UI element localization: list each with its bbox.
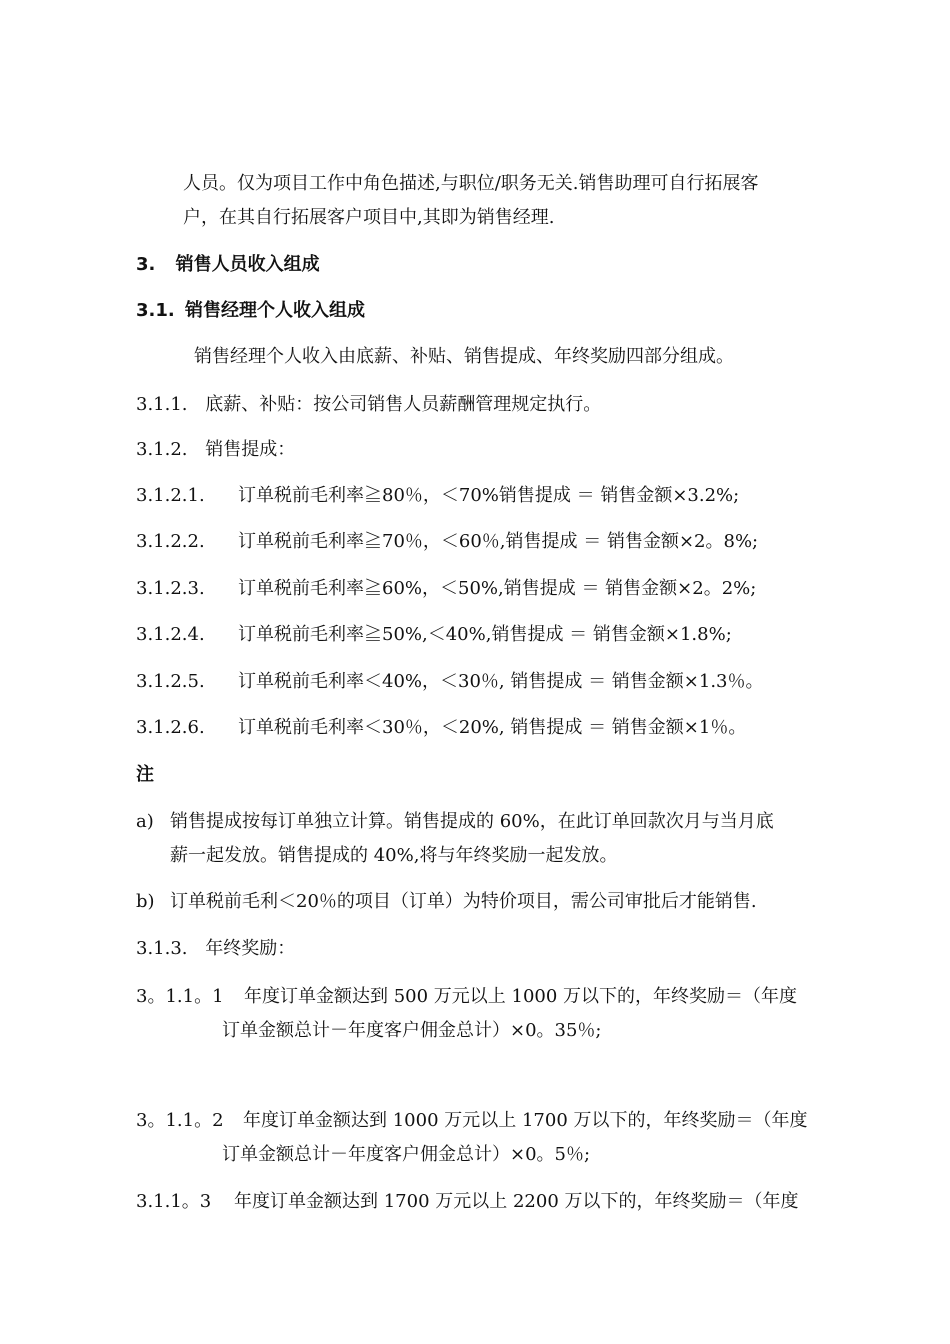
section-number: 3. <box>136 254 156 275</box>
bonus-rule-line-2: 订单金额总计－年度客户佣金总计）×0。5％; <box>222 1144 591 1165</box>
rule-number: 3。1.1。2 <box>136 1110 224 1131</box>
rule-text: 订单税前毛利率＜40%，＜30％, 销售提成 ＝ 销售金额×1.3％。 <box>238 671 764 692</box>
note-heading: 注 <box>136 764 154 785</box>
rule-number: 3.1.2.3. <box>136 578 205 599</box>
clause-text: 销售提成： <box>205 439 296 460</box>
clause-3-1-2 <box>136 438 295 462</box>
clause-text: 年终奖励： <box>205 938 296 959</box>
rule-number: 3.1.2.5. <box>136 671 205 692</box>
rule-text: 年度订单金额达到 500 万元以上 1000 万以下的，年终奖励＝（年度 <box>244 986 798 1007</box>
commission-rule <box>136 716 746 740</box>
bonus-rule <box>136 1109 808 1133</box>
note-text: 订单税前毛利＜20％的项目（订单）为特价项目，需公司审批后才能销售. <box>170 891 757 912</box>
clause-3-1-1 <box>136 393 601 417</box>
bonus-rule <box>136 985 797 1009</box>
rule-text: 订单税前毛利率≧80％，＜70%销售提成 ＝ 销售金额×3.2%; <box>238 485 740 506</box>
note-label: b) <box>136 891 155 912</box>
clause-number: 3.1.1. <box>136 394 188 415</box>
commission-rule <box>136 670 764 694</box>
section-3-1-heading <box>136 299 365 323</box>
section-number: 3.1. <box>136 300 175 321</box>
clause-text: 底薪、补贴：按公司销售人员薪酬管理规定执行。 <box>205 394 602 415</box>
commission-rule <box>136 577 756 601</box>
rule-number: 3.1.2.4. <box>136 624 205 645</box>
note-a <box>136 810 774 834</box>
note-text: 销售提成按每订单独立计算。销售提成的 60%，在此订单回款次月与当月底 <box>170 811 774 832</box>
rule-text: 订单税前毛利率≧60%，＜50%,销售提成 ＝ 销售金额×2。2%; <box>238 578 757 599</box>
note-label: a) <box>136 811 154 832</box>
bonus-rule-line-2: 订单金额总计－年度客户佣金总计）×0。35％; <box>222 1020 602 1041</box>
clause-number: 3.1.2. <box>136 439 188 460</box>
section-title: 销售人员收入组成 <box>175 254 320 275</box>
intro-line-2: 户，在其自行拓展客户项目中,其即为销售经理. <box>183 207 555 228</box>
clause-3-1-3 <box>136 937 295 961</box>
rule-text: 订单税前毛利率＜30％，＜20%, 销售提成 ＝ 销售金额×1％。 <box>238 717 747 738</box>
rule-number: 3。1.1。1 <box>136 986 224 1007</box>
section-title: 销售经理个人收入组成 <box>185 300 366 321</box>
commission-rule <box>136 530 758 554</box>
bonus-rule <box>136 1190 799 1214</box>
rule-text: 年度订单金额达到 1700 万元以上 2200 万以下的，年终奖励＝（年度 <box>234 1191 799 1212</box>
clause-number: 3.1.3. <box>136 938 188 959</box>
note-b <box>136 890 757 914</box>
rule-number: 3.1.1。3 <box>136 1191 212 1212</box>
rule-number: 3.1.2.2. <box>136 531 205 552</box>
section-3-1-body: 销售经理个人收入由底薪、补贴、销售提成、年终奖励四部分组成。 <box>194 346 734 367</box>
note-a-line-2: 薪一起发放。销售提成的 40%,将与年终奖励一起发放。 <box>170 845 618 866</box>
intro-line-1: 人员。仅为项目工作中角色描述,与职位/职务无关.销售助理可自行拓展客 <box>183 173 759 194</box>
rule-text: 订单税前毛利率≧50%,＜40%,销售提成 ＝ 销售金额×1.8%; <box>238 624 732 645</box>
rule-text: 年度订单金额达到 1000 万元以上 1700 万以下的，年终奖励＝（年度 <box>243 1110 808 1131</box>
commission-rule <box>136 623 732 647</box>
rule-number: 3.1.2.1. <box>136 485 205 506</box>
commission-rule <box>136 484 739 508</box>
rule-number: 3.1.2.6. <box>136 717 205 738</box>
rule-text: 订单税前毛利率≧70％，＜60％,销售提成 ＝ 销售金额×2。8%; <box>238 531 759 552</box>
section-3-heading <box>136 253 320 277</box>
